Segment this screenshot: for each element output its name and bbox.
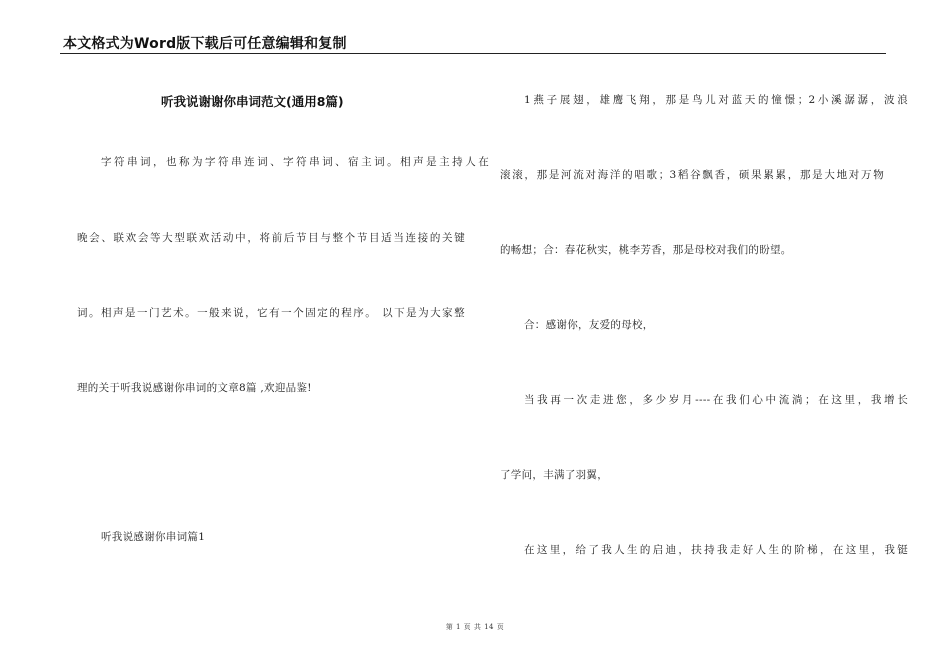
paragraph-line: 在这里，给了我人生的启迪，扶持我走好人生的阶梯，在这里，我铤 (524, 544, 908, 556)
paragraph-line: 理的关于听我说感谢你串词的文章8篇 ,欢迎品鉴! (77, 382, 312, 394)
paragraph-line: 滚滚，那是河流对海洋的唱歌；3稻谷飘香，硕果累累，那是大地对万物 (500, 169, 884, 181)
paragraph-line: 词。相声是一门艺术。一般来说，它有一个固定的程序。 以下是为大家整 (77, 307, 465, 319)
right-column (500, 0, 908, 672)
paragraph-line: 了学问，丰满了羽翼， (500, 469, 608, 481)
document-title: 听我说谢谢你串词范文(通用8篇) (161, 94, 344, 109)
section-heading: 听我说感谢你串词篇1 (101, 531, 206, 543)
paragraph-line: 的畅想；合：春花秋实，桃李芳香，那是母校对我们的盼望。 (500, 244, 792, 256)
paragraph-line: 1燕子展翅，雄鹰飞翔，那是鸟儿对蓝天的憧憬；2小溪潺潺，波浪 (524, 94, 908, 106)
document-banner: 本文格式为Word版下载后可任意编辑和复制 (63, 36, 347, 52)
paragraph-line: 当我再一次走进您，多少岁月----在我们心中流淌；在这里，我增长 (524, 394, 908, 406)
paragraph-line: 晚会、联欢会等大型联欢活动中，将前后节目与整个节目适当连接的关键 (77, 232, 465, 244)
page-footer: 第 1 页 共 14 页 (445, 623, 505, 631)
paragraph-line: 字符串词，也称为字符串连词、字符串词、宿主词。相声是主持人在 (101, 156, 489, 168)
paragraph-line: 合：感谢你，友爱的母校， (524, 319, 654, 331)
